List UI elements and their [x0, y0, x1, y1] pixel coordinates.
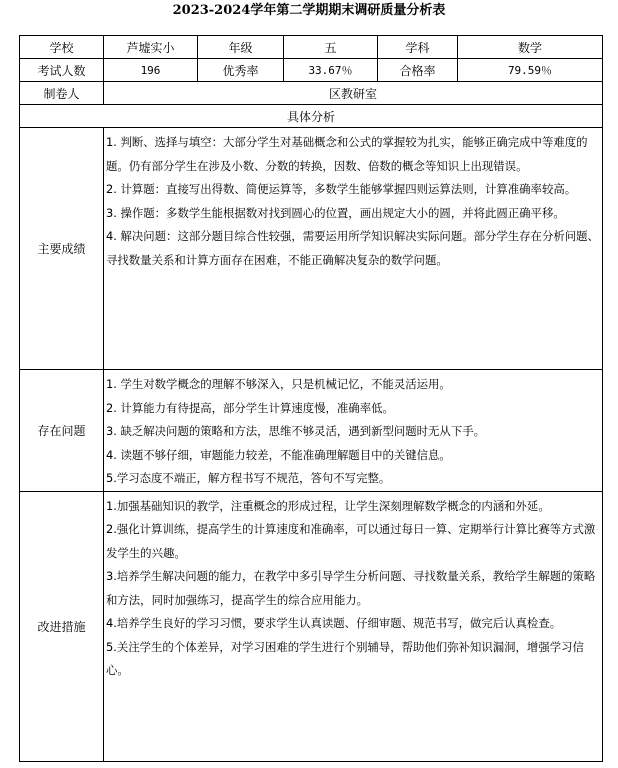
list-item: 1. 判断、选择与填空：大部分学生对基础概念和公式的掌握较为扎实，能够正确完成中等难度的题。仍有部分学生在涉及小数、分数的转换，因数、倍数的概念等知识上出现错误。 — [106, 135, 588, 173]
excellent-rate-label: 优秀率 — [198, 59, 284, 82]
pass-rate-label: 合格率 — [378, 59, 458, 82]
excellent-rate-value: 33.67％ — [284, 59, 378, 82]
analysis-header-row — [20, 105, 603, 128]
grade-value: 五 — [284, 36, 378, 59]
pass-rate-value: 79.59％ — [458, 59, 603, 82]
list-item: 4. 解决问题：这部分题目综合性较强，需要运用所学知识解决实际问题。部分学生存在分析问题、寻找数量关系和计算方面存在困难，不能正确解决复杂的数学问题。 — [106, 229, 599, 267]
problems-label: 存在问题 — [20, 370, 104, 492]
info-row-1 — [20, 36, 603, 59]
improvements-label: 改进措施 — [20, 491, 104, 761]
improvements-content — [104, 491, 603, 761]
analysis-header: 具体分析 — [20, 105, 603, 128]
list-item: 3. 缺乏解决问题的策略和方法，思维不够灵活，遇到新型问题时无从下手。 — [106, 424, 485, 438]
list-item: 5.学习态度不端正，解方程书写不规范，答句不写完整。 — [106, 471, 391, 485]
list-item: 3. 操作题：多数学生能根据数对找到圆心的位置，画出规定大小的圆，并将此圆正确平移。 — [106, 205, 565, 220]
document-title: 2023-2024学年第二学期期末调研质量分析表 — [172, 3, 446, 18]
list-item: 1. 学生对数学概念的理解不够深入，只是机械记忆，不能灵活运用。 — [106, 377, 451, 391]
list-item: 2. 计算能力有待提高，部分学生计算速度慢，准确率低。 — [106, 400, 394, 415]
achievements-row — [20, 128, 603, 370]
subject-label: 学科 — [378, 36, 458, 59]
subject-value: 数学 — [458, 36, 603, 59]
list-item: 4. 读题不够仔细，审题能力较差，不能准确理解题目中的关键信息。 — [106, 447, 451, 462]
author-value: 区教研室 — [104, 82, 603, 105]
list-item: 2.强化计算训练，提高学生的计算速度和准确率，可以通过每日一算、定期举行计算比赛等方式激发学生的兴趣。 — [106, 522, 596, 560]
problems-content — [104, 370, 603, 492]
achievements-label: 主要成绩 — [20, 128, 104, 370]
grade-label: 年级 — [198, 36, 284, 59]
problems-row — [20, 370, 603, 492]
achievements-content — [104, 128, 603, 370]
author-label: 制卷人 — [20, 82, 104, 105]
school-value: 芦墟实小 — [104, 36, 198, 59]
list-item: 3.培养学生解决问题的能力，在教学中多引导学生分析问题、寻找数量关系，教给学生解题的策略和方法，同时加强练习，提高学生的综合应用能力。 — [106, 569, 596, 607]
analysis-table — [19, 35, 603, 762]
improvements-row — [20, 491, 603, 761]
examinees-value: 196 — [104, 59, 198, 82]
list-item: 2. 计算题：直接写出得数、简便运算等，多数学生能够掌握四则运算法则，计算准确率较高。 — [106, 182, 577, 196]
author-row — [20, 82, 603, 105]
list-item: 4.培养学生良好的学习习惯，要求学生认真读题、仔细审题、规范书写，做完后认真检查。 — [106, 616, 562, 630]
list-item: 1.加强基础知识的教学，注重概念的形成过程，让学生深刻理解数学概念的内涵和外延。 — [106, 498, 550, 513]
examinees-label: 考试人数 — [20, 59, 104, 82]
list-item: 5.关注学生的个体差异，对学习困难的学生进行个别辅导，帮助他们弥补知识漏洞，增强学习信心。 — [106, 639, 584, 677]
info-row-2 — [20, 59, 603, 82]
school-label: 学校 — [20, 36, 104, 59]
